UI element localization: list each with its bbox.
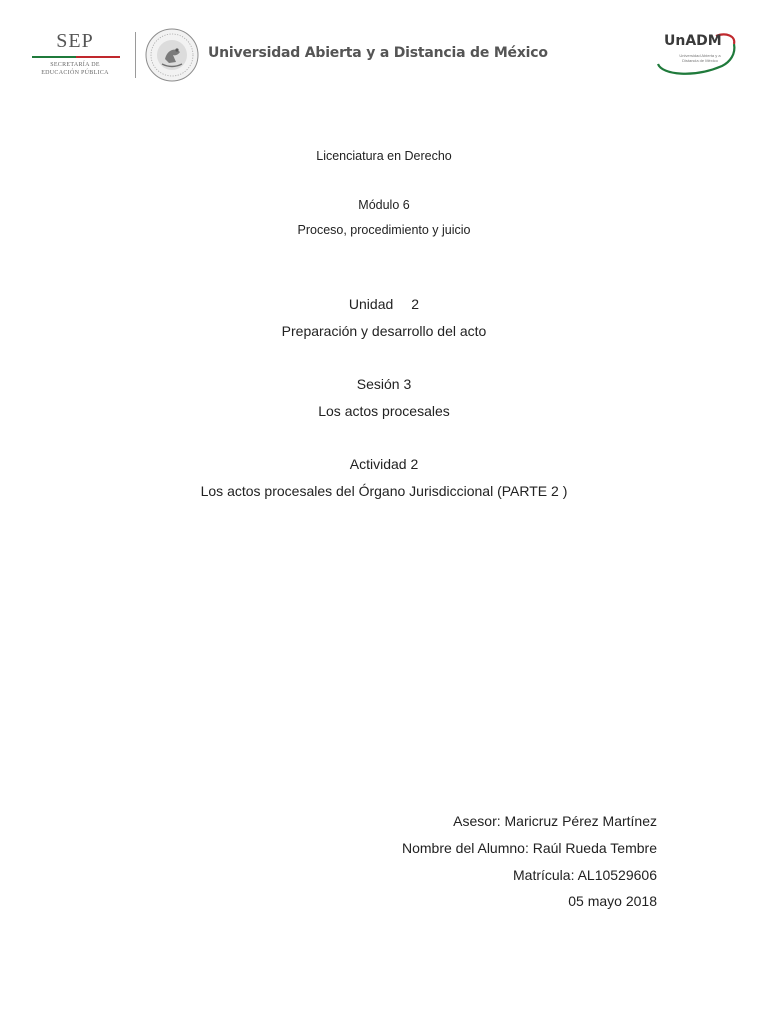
advisor-name: Asesor: Maricruz Pérez Martínez (453, 813, 657, 829)
unit-heading (0, 296, 768, 312)
session-number: Sesión 3 (356, 376, 412, 392)
activity-name: Los actos procesales del Órgano Jurisdiccional (PARTE 2 ) (200, 483, 568, 499)
module-number: Módulo 6 (358, 198, 410, 212)
document-header (0, 0, 768, 100)
unit-label: Unidad (348, 296, 394, 312)
activity-number: Actividad 2 (349, 456, 419, 472)
sep-flag-rule (32, 56, 120, 58)
program-name: Licenciatura en Derecho (316, 149, 452, 163)
unadm-wordmark: UnADM (664, 33, 722, 49)
unit-name: Preparación y desarrollo del acto (281, 323, 487, 339)
sep-subtitle-line1: SECRETARÍA DE (50, 62, 100, 68)
unit-number: 2 (411, 296, 420, 312)
sep-subtitle-line2: EDUCACIÓN PÚBLICA (41, 70, 109, 76)
university-name: Universidad Abierta y a Distancia de México (208, 45, 548, 61)
enrollment-number: Matrícula: AL10529606 (513, 867, 657, 883)
student-name: Nombre del Alumno: Raúl Rueda Tembre (402, 840, 657, 856)
header-divider (135, 32, 136, 78)
session-name: Los actos procesales (318, 403, 450, 419)
module-name: Proceso, procedimiento y juicio (297, 223, 471, 237)
unadm-subtitle-line1: Universidad Abierta y a (679, 53, 721, 58)
mexico-coat-of-arms-icon (145, 28, 199, 82)
document-date: 05 mayo 2018 (568, 893, 657, 909)
unadm-logo (654, 30, 740, 78)
sep-wordmark: SEP (56, 30, 94, 52)
unadm-subtitle-line2: Distancia de México (682, 58, 718, 63)
sep-logo (26, 30, 124, 80)
